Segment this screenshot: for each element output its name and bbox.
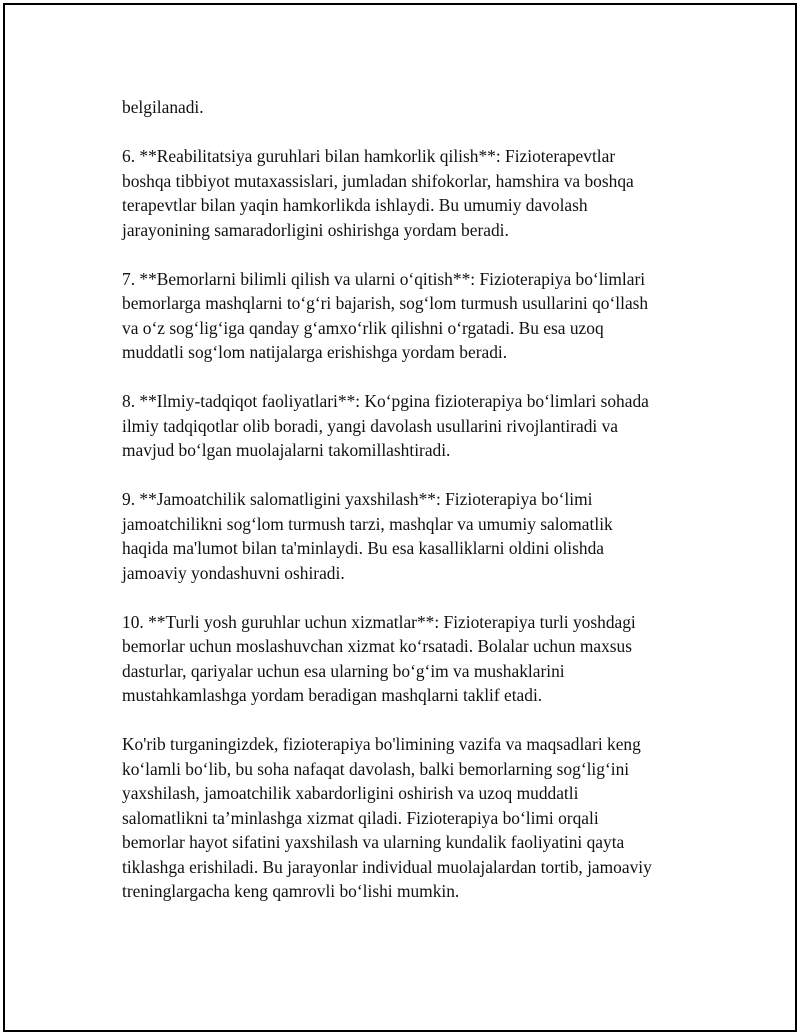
page-frame <box>3 3 797 1032</box>
paragraph-item-10: 10. **Turli yosh guruhlar uchun xizmatlar**: Fizioterapiya turli yoshdagi bemorlar uchun moslashuvchan xizmat ko‘rsatadi. Bolalar uchun maxsus dasturlar, qariyalar uchun esa ularning bo‘g‘im va mushaklarini mustahkamlashga yordam beradigan mashqlarni taklif etadi. <box>122 611 636 705</box>
paragraph-item-7: 7. **Bemorlarni bilimli qilish va ularni o‘qitish**: Fizioterapiya bo‘limlari bemorlarga mashqlarni to‘g‘ri bajarish, sog‘lom turmush usullarini qo‘llash va o‘z sog‘lig‘iga qanday g‘amxo‘rlik qilishni o‘rgatadi. Bu esa uzoq muddatli sog‘lom natijalarga erishishga yordam beradi. <box>122 268 649 362</box>
paragraph-item-8: 8. **Ilmiy-tadqiqot faoliyatlari**: Ko‘pgina fizioterapiya bo‘limlari sohada ilmiy tadqiqotlar olib boradi, yangi davolash usullarini rivojlantiradi va mavjud bo‘lgan muolajalarni takomillashtiradi. <box>122 391 649 460</box>
paragraph-conclusion: Ko'rib turganingizdek, fizioterapiya bo'limining vazifa va maqsadlari keng ko‘lamli bo‘lib, bu soha nafaqat davolash, balki bemorlarning sog‘lig‘ini yaxshilash, jamoatchilik xabardorligini oshirish va uzoq muddatli salomatlikni ta’minlashga xizmat qiladi. Fizioterapiya bo‘limi orqali bemorlar hayot sifatini yaxshilash va ularning kundalik faoliyatini qayta tiklashga erishiladi. Bu jarayonlar individual muolajalardan tortib, jamoaviy treninglargacha keng qamrovli bo‘lishi mumkin. <box>122 734 652 901</box>
paragraph-item-6: 6. **Reabilitatsiya guruhlari bilan hamkorlik qilish**: Fizioterapevtlar boshqa tibbiyot mutaxassislari, jumladan shifokorlar, hamshira va boshqa terapevtlar bilan yaqin hamkorlikda ishlaydi. Bu umumiy davolash jarayonining samaradorligini oshirishga yordam beradi. <box>122 146 634 240</box>
paragraph-item-9: 9. **Jamoatchilik salomatligini yaxshilash**: Fizioterapiya bo‘limi jamoatchilikni sog‘lom turmush tarzi, mashqlar va umumiy salomatlik haqida ma'lumot bilan ta'minlaydi. Bu esa kasalliklarni oldini olishda jamoaviy yondashuvni oshiradi. <box>122 489 613 583</box>
document-body <box>122 95 692 928</box>
paragraph-continuation: belgilanadi. <box>122 97 204 117</box>
